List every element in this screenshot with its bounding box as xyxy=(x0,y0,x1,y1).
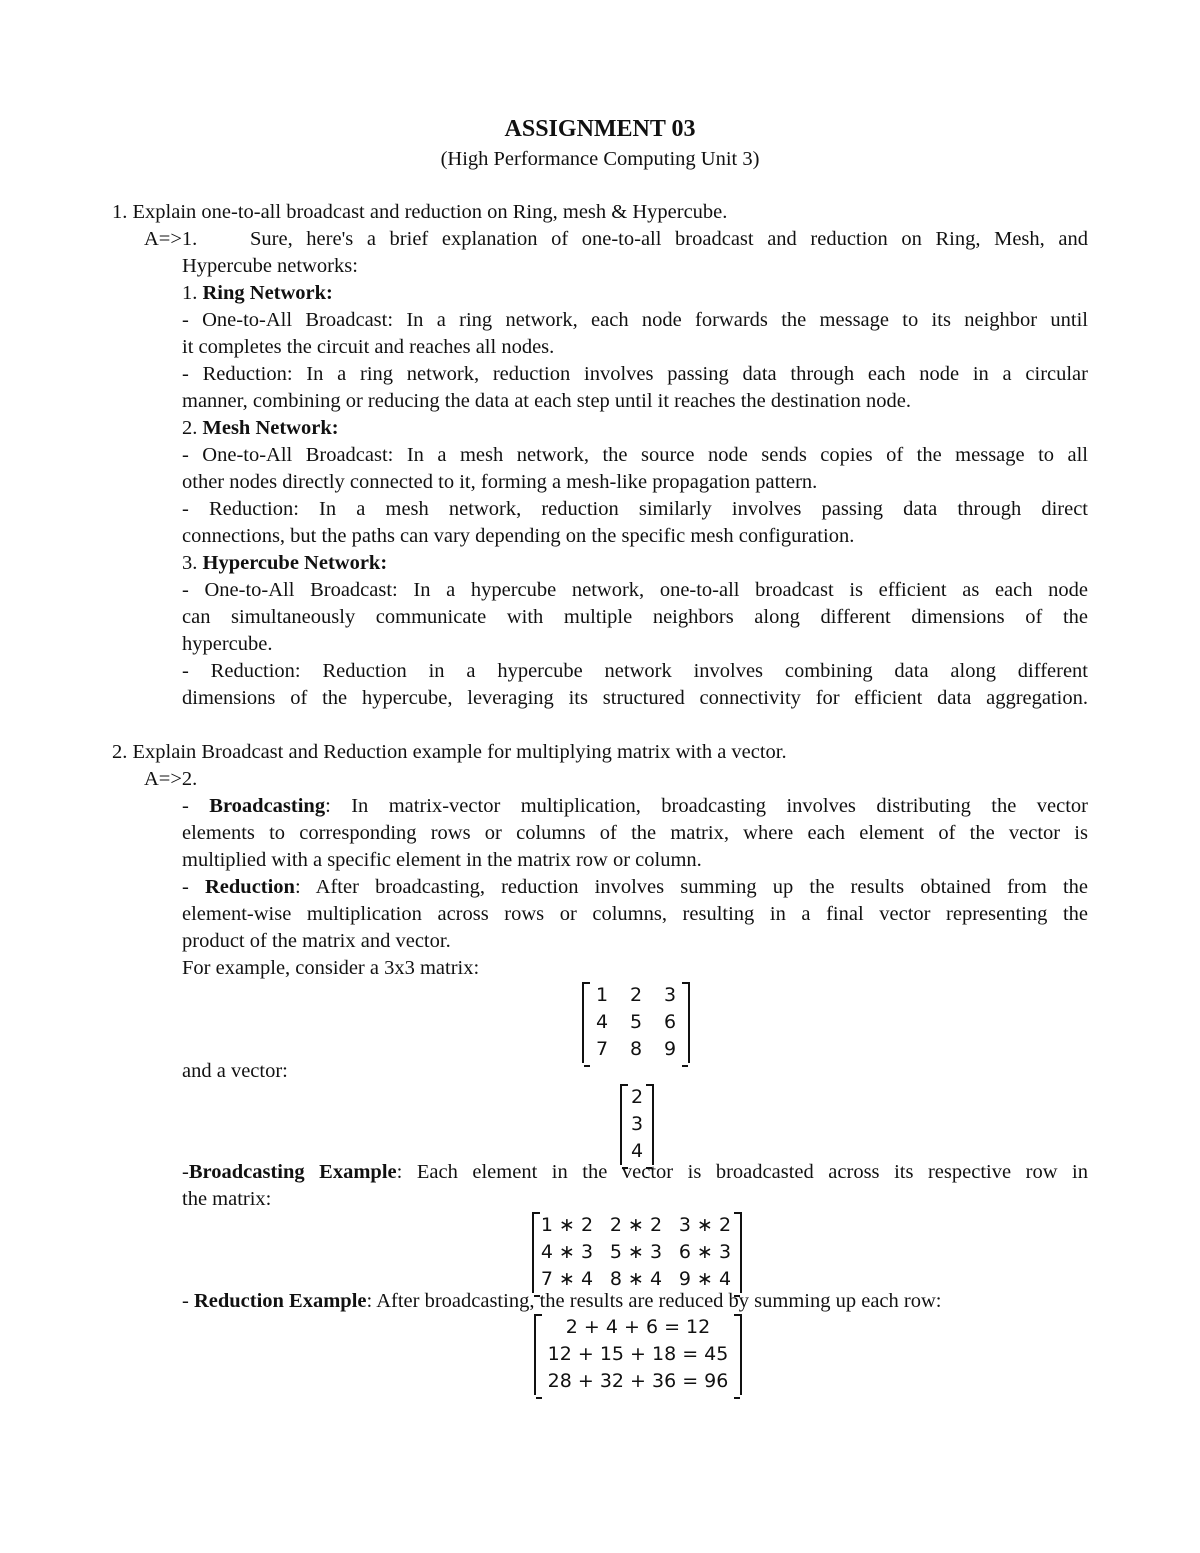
hypercube-broadcast: - One-to-All Broadcast: In a hypercube network, one-to-all broadcast is efficient as each node xyxy=(182,579,1088,601)
ring-reduction-cont: manner, combining or reducing the data at each step until it reaches the destination node. xyxy=(182,390,911,412)
answer-1-intro-text: Sure, here's a brief explanation of one-to-all broadcast and reduction on Ring, Mesh, and xyxy=(250,228,1088,250)
hypercube-heading xyxy=(182,550,387,577)
broadcasting-dash: - xyxy=(182,795,210,817)
ring-broadcast-cont: it completes the circuit and reaches all nodes. xyxy=(182,336,555,358)
matrix-cell: 4 ∗ 3 xyxy=(540,1241,594,1263)
answer-2-prefix: A=>2. xyxy=(144,768,198,790)
matrix-cell: 2 ∗ 2 xyxy=(609,1214,663,1236)
vector-row xyxy=(622,1084,652,1111)
ring-title: Ring Network: xyxy=(202,282,333,304)
vector-row xyxy=(622,1111,652,1138)
vector-3 xyxy=(620,1084,654,1165)
hypercube-reduction-cont: dimensions of the hypercube, leveraging its structured connectivity for efficient data aggregation. xyxy=(182,687,1088,709)
hypercube-number: 3. xyxy=(182,552,198,574)
reduction-example-text: : After broadcasting, the results are reduced by summing up each row: xyxy=(366,1290,942,1312)
ring-broadcast: - One-to-All Broadcast: In a ring network, each node forwards the message to its neighbor until xyxy=(182,309,1088,331)
matrix-cell: 3 xyxy=(663,984,677,1006)
broadcasting-example-label: Broadcasting Example xyxy=(188,1161,397,1183)
matrix-cell: 9 xyxy=(663,1038,677,1060)
broadcasting-definition-end: multiplied with a specific element in the matrix row or column. xyxy=(182,849,702,871)
matrix-cell: 9 ∗ 4 xyxy=(678,1268,732,1290)
matrix-cell: 6 ∗ 3 xyxy=(678,1241,732,1263)
vector-cell: 2 xyxy=(630,1086,644,1108)
question-1: 1. Explain one-to-all broadcast and reduction on Ring, mesh & Hypercube. xyxy=(112,201,728,223)
hypercube-reduction: - Reduction: Reduction in a hypercube network involves combining data along different xyxy=(182,660,1088,682)
answer-1-prefix: A=>1. xyxy=(144,228,198,250)
matrix-row xyxy=(534,1239,740,1266)
broadcasting-definition xyxy=(182,793,1088,820)
page-title: ASSIGNMENT 03 xyxy=(504,116,696,142)
matrix-cell: 2 xyxy=(629,984,643,1006)
vector-cell: 4 xyxy=(630,1140,644,1162)
example-intro: For example, consider a 3x3 matrix: xyxy=(182,957,480,979)
mesh-reduction: - Reduction: In a mesh network, reduction similarly involves passing data through direct xyxy=(182,498,1088,520)
mesh-broadcast: - One-to-All Broadcast: In a mesh network, the source node sends copies of the message to all xyxy=(182,444,1088,466)
ring-reduction: - Reduction: In a ring network, reduction involves passing data through each node in a circular xyxy=(182,363,1088,385)
reduction-definition-end: product of the matrix and vector. xyxy=(182,930,451,952)
matrix-cell: 8 xyxy=(629,1038,643,1060)
mesh-heading xyxy=(182,415,339,442)
hypercube-title: Hypercube Network: xyxy=(202,552,388,574)
broadcasting-definition-cont: elements to corresponding rows or columns of the matrix, where each element of the vector is xyxy=(182,822,1088,844)
reduction-definition-cont: element-wise multiplication across rows or columns, resulting in a final vector representing the xyxy=(182,903,1088,925)
reduction-dash: - xyxy=(182,876,205,898)
hypercube-broadcast-end: hypercube. xyxy=(182,633,273,655)
broadcasting-label: Broadcasting xyxy=(209,795,326,817)
matrix-row xyxy=(584,1009,688,1036)
vector-cell: 28 + 32 + 36 = 96 xyxy=(547,1370,729,1392)
hypercube-broadcast-cont: can simultaneously communicate with multiple neighbors along different dimensions of the xyxy=(182,606,1088,628)
broadcast-matrix xyxy=(532,1212,742,1293)
broadcasting-example-text: : Each element in the vector is broadcasted across its respective row in xyxy=(396,1161,1088,1183)
matrix-cell: 3 ∗ 2 xyxy=(678,1214,732,1236)
answer-1-intro-cont: Hypercube networks: xyxy=(182,255,358,277)
matrix-row xyxy=(584,1036,688,1063)
vector-cell: 2 + 4 + 6 = 12 xyxy=(565,1316,711,1338)
ring-number: 1. xyxy=(182,282,198,304)
matrix-cell: 7 ∗ 4 xyxy=(540,1268,594,1290)
matrix-cell: 1 ∗ 2 xyxy=(540,1214,594,1236)
matrix-3x3 xyxy=(582,982,690,1063)
vector-row xyxy=(536,1341,740,1368)
matrix-row xyxy=(534,1212,740,1239)
page-subtitle: (High Performance Computing Unit 3) xyxy=(440,148,760,170)
mesh-reduction-cont: connections, but the paths can vary depending on the specific mesh configuration. xyxy=(182,525,855,547)
matrix-cell: 7 xyxy=(595,1038,609,1060)
vector-row xyxy=(536,1368,740,1395)
reduction-text: : After broadcasting, reduction involves summing up the results obtained from the xyxy=(294,876,1088,898)
matrix-cell: 5 ∗ 3 xyxy=(609,1241,663,1263)
mesh-number: 2. xyxy=(182,417,198,439)
broadcasting-example-dash: - xyxy=(182,1161,189,1183)
matrix-cell: 8 ∗ 4 xyxy=(609,1268,663,1290)
vector-intro: and a vector: xyxy=(182,1060,288,1082)
vector-row xyxy=(536,1314,740,1341)
broadcasting-text: : In matrix-vector multiplication, broadcasting involves distributing the vector xyxy=(325,795,1088,817)
matrix-row xyxy=(584,982,688,1009)
reduction-definition xyxy=(182,874,1088,901)
vector-cell: 12 + 15 + 18 = 45 xyxy=(547,1343,729,1365)
vector-cell: 3 xyxy=(630,1113,644,1135)
mesh-broadcast-cont: other nodes directly connected to it, forming a mesh-like propagation pattern. xyxy=(182,471,818,493)
broadcasting-example xyxy=(182,1159,1088,1186)
mesh-title: Mesh Network: xyxy=(202,417,339,439)
matrix-cell: 4 xyxy=(595,1011,609,1033)
result-vector xyxy=(534,1314,742,1395)
reduction-label: Reduction xyxy=(204,876,295,898)
matrix-cell: 6 xyxy=(663,1011,677,1033)
reduction-example-dash: - xyxy=(182,1290,194,1312)
reduction-example xyxy=(182,1288,941,1315)
matrix-cell: 5 xyxy=(629,1011,643,1033)
broadcasting-example-cont: the matrix: xyxy=(182,1188,272,1210)
reduction-example-label: Reduction Example xyxy=(193,1290,367,1312)
matrix-cell: 1 xyxy=(595,984,609,1006)
question-2: 2. Explain Broadcast and Reduction example for multiplying matrix with a vector. xyxy=(112,741,787,763)
ring-heading xyxy=(182,280,333,307)
